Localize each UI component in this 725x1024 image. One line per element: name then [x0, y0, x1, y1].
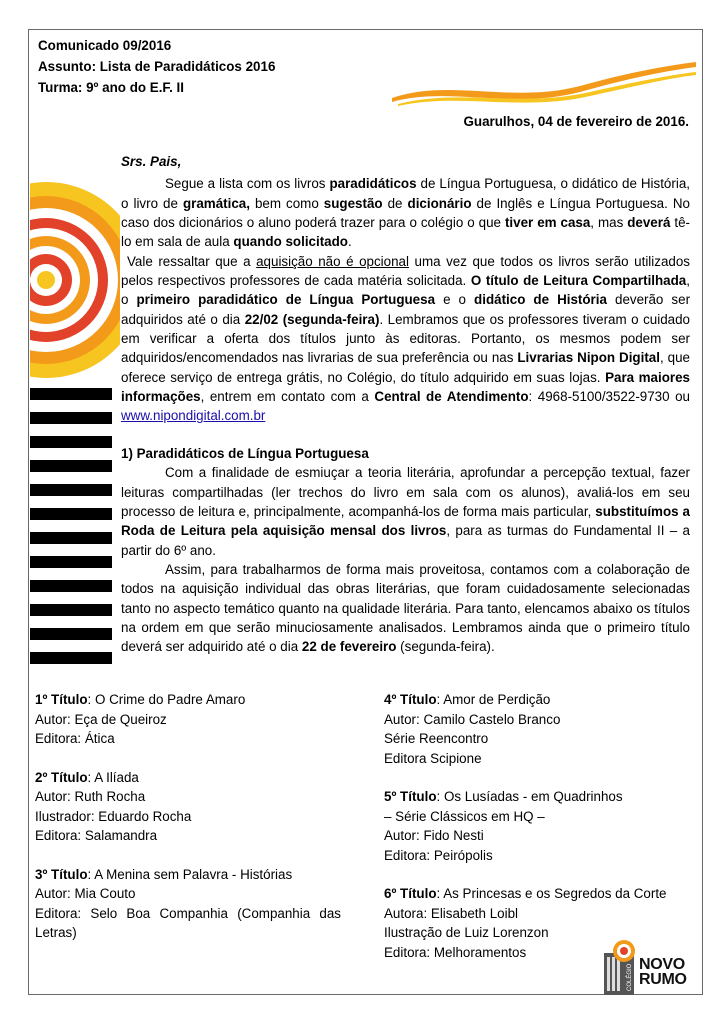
text-run: .	[347, 234, 352, 250]
text-run: , mas	[590, 215, 628, 231]
emphasis-text: Central de Atendimento	[374, 389, 529, 405]
book-number-label: 6º Título	[384, 886, 437, 901]
book-title-line	[35, 768, 341, 788]
book-detail-line: Editora Scipione	[384, 750, 482, 766]
book-entry	[384, 690, 694, 768]
emphasis-text: gramática,	[182, 195, 250, 211]
text-run: , o	[121, 273, 690, 308]
book-detail-line: Editora: Ática	[35, 731, 115, 746]
emphasis-text: dicionário	[407, 195, 472, 211]
notice-class: Turma: 9º ano do E.F. II	[38, 80, 185, 95]
book-detail-line: Editora: Selo Boa Companhia (Companhia das Letras)	[35, 905, 341, 940]
book-list-right	[384, 690, 694, 981]
paragraph-1	[121, 174, 690, 251]
book-entry	[384, 787, 694, 865]
book-number-label: 3º Título	[35, 866, 88, 882]
book-title-line	[35, 865, 341, 885]
book-title-line	[384, 787, 694, 807]
emphasis-text: Livrarias Nipon Digital	[517, 350, 660, 366]
emphasis-text: substituímos a Roda de Leitura pela aquisição mensal dos livros	[121, 503, 690, 539]
text-run: Vale ressaltar que a	[127, 253, 257, 269]
book-title-line	[384, 884, 694, 904]
underlined-text: aquisição não é opcional	[256, 253, 409, 269]
book-number-label: 2º Título	[35, 769, 88, 785]
book-detail-line: Autor: Camilo Castelo Branco	[384, 711, 561, 727]
paragraph-3	[121, 463, 690, 560]
website-link[interactable]: www.nipondigital.com.br	[121, 408, 266, 424]
emphasis-text: paradidáticos	[329, 176, 417, 192]
emphasis-text: deverá	[627, 215, 671, 231]
book-detail-line: Autora: Elisabeth Loibl	[384, 905, 518, 921]
emphasis-text: Para maiores informações	[121, 369, 690, 405]
book-detail-line: Série Reencontro	[384, 731, 489, 746]
book-number-label: 1º Título	[35, 692, 88, 707]
book-detail-line: Editora: Melhoramentos	[384, 944, 527, 960]
text-run: bem como	[249, 195, 324, 211]
emphasis-text: 22/02 (segunda-feira)	[244, 311, 380, 327]
book-title: : Amor de Perdição	[436, 692, 551, 707]
emphasis-text: primeiro paradidático de Língua Portuguesa	[136, 292, 436, 308]
emphasis-text: didático de História	[474, 292, 607, 308]
book-title-line	[384, 690, 694, 710]
text-run: . Lembramos que os professores tiveram o cuidado em verificar a oferta dos títulos junto às editoras. Portanto, os mesmos podem ser adquiridos/encomendados nas livrarias de sua preferência ou nas	[121, 311, 691, 366]
text-run: deverão ser adquiridos até o dia	[121, 292, 691, 327]
book-title: : A Menina sem Palavra - Histórias	[87, 866, 293, 882]
notice-number: Comunicado 09/2016	[38, 38, 172, 53]
book-detail-line: Autor: Fido Nesti	[384, 828, 484, 843]
text-run: , para as turmas do Fundamental II – a partir do 6º ano.	[121, 523, 690, 558]
book-detail-line: Autor: Mia Couto	[35, 886, 136, 901]
book-title: : A Ilíada	[87, 769, 139, 785]
text-run: , entrem em contato com a	[200, 389, 375, 405]
book-number-label: 4º Título	[384, 692, 437, 707]
book-title: : Os Lusíadas - em Quadrinhos	[436, 789, 623, 804]
emphasis-text: O título de Leitura Compartilhada	[470, 273, 687, 289]
emphasis-text: tiver em casa	[504, 215, 591, 231]
book-entry	[35, 768, 341, 846]
book-title-line	[35, 690, 341, 710]
decorative-spiral-and-keys	[30, 150, 120, 685]
logo-line-2: RUMO	[639, 971, 687, 988]
book-title: : O Crime do Padre Amaro	[87, 692, 246, 707]
text-run: de	[382, 195, 408, 211]
book-entry	[35, 690, 341, 749]
logo-vertical-text: COLÉGIO	[627, 963, 633, 991]
text-run: (segunda-feira).	[396, 639, 495, 655]
notice-subject: Assunto: Lista de Paradidáticos 2016	[38, 59, 276, 74]
book-detail-line: Ilustração de Luiz Lorenzon	[384, 925, 549, 940]
book-title: : As Princesas e os Segredos da Corte	[436, 886, 667, 901]
book-detail-line: Editora: Salamandra	[35, 828, 158, 843]
letter-body	[121, 152, 690, 657]
paragraph-4	[121, 560, 690, 657]
date-line: Guarulhos, 04 de fevereiro de 2016.	[463, 114, 689, 129]
school-logo-icon	[604, 939, 640, 995]
emphasis-text: 22 de fevereiro	[301, 639, 397, 655]
book-list-left	[35, 690, 341, 962]
book-detail-line: Autor: Eça de Queiroz	[35, 711, 167, 727]
paragraph-2	[121, 252, 690, 426]
salutation: Srs. Pais,	[121, 154, 182, 169]
emphasis-text: quando solicitado	[233, 234, 348, 250]
emphasis-text: sugestão	[323, 195, 383, 211]
text-run: tê-lo em sala de aula	[121, 215, 691, 250]
book-detail-line: – Série Clássicos em HQ –	[384, 808, 545, 824]
book-entry	[35, 865, 341, 943]
text-run: , que oferece serviço de entrega grátis, no Colégio, do título adquirido em suas lojas.	[121, 350, 690, 385]
text-run: : 4968-5100/3522-9730 ou	[528, 389, 690, 405]
text-run: Segue a lista com os livros	[165, 176, 330, 192]
section-title: 1) Paradidáticos de Língua Portuguesa	[121, 445, 369, 461]
book-number-label: 5º Título	[384, 789, 437, 804]
text-run: de Inglês e Língua Portuguesa. No caso dos dicionários o aluno poderá trazer para o colégio o que	[121, 195, 690, 231]
text-run: de Língua Portuguesa, o didático de História, o livro de	[121, 176, 690, 211]
book-entry	[384, 884, 694, 962]
text-run: Assim, para trabalharmos de forma mais proveitosa, contamos com a colaboração de todos na aquisição individual das obras literárias, que foram cuidadosamente selecionadas tanto no aspecto temático quanto na qualidade literária. Para tanto, elencamos abaixo os títulos na ordem em que serão minuciosamente analisados. Lembramos ainda que o primeiro título deverá ser adquirido até o dia	[121, 561, 690, 655]
logo-line-1: NOVO	[639, 956, 685, 973]
text-run: e o	[435, 292, 475, 308]
book-detail-line: Editora: Peirópolis	[384, 847, 493, 863]
text-run: Com a finalidade de esmiuçar a teoria literária, aprofundar a percepção textual, fazer leituras compartilhadas (ler trechos do livro em sala com os alunos), avaliá-los em seu processo de leitura e, principalmente, acompanhá-los de forma mais particular,	[121, 465, 690, 519]
book-detail-line: Ilustrador: Eduardo Rocha	[35, 808, 192, 824]
header-swoosh-graphic	[390, 58, 698, 108]
book-detail-line: Autor: Ruth Rocha	[35, 789, 146, 804]
school-logo-text	[639, 957, 687, 987]
text-run: uma vez que todos os livros serão utilizados pelos respectivos professores de cada matéria solicitada.	[121, 253, 690, 289]
